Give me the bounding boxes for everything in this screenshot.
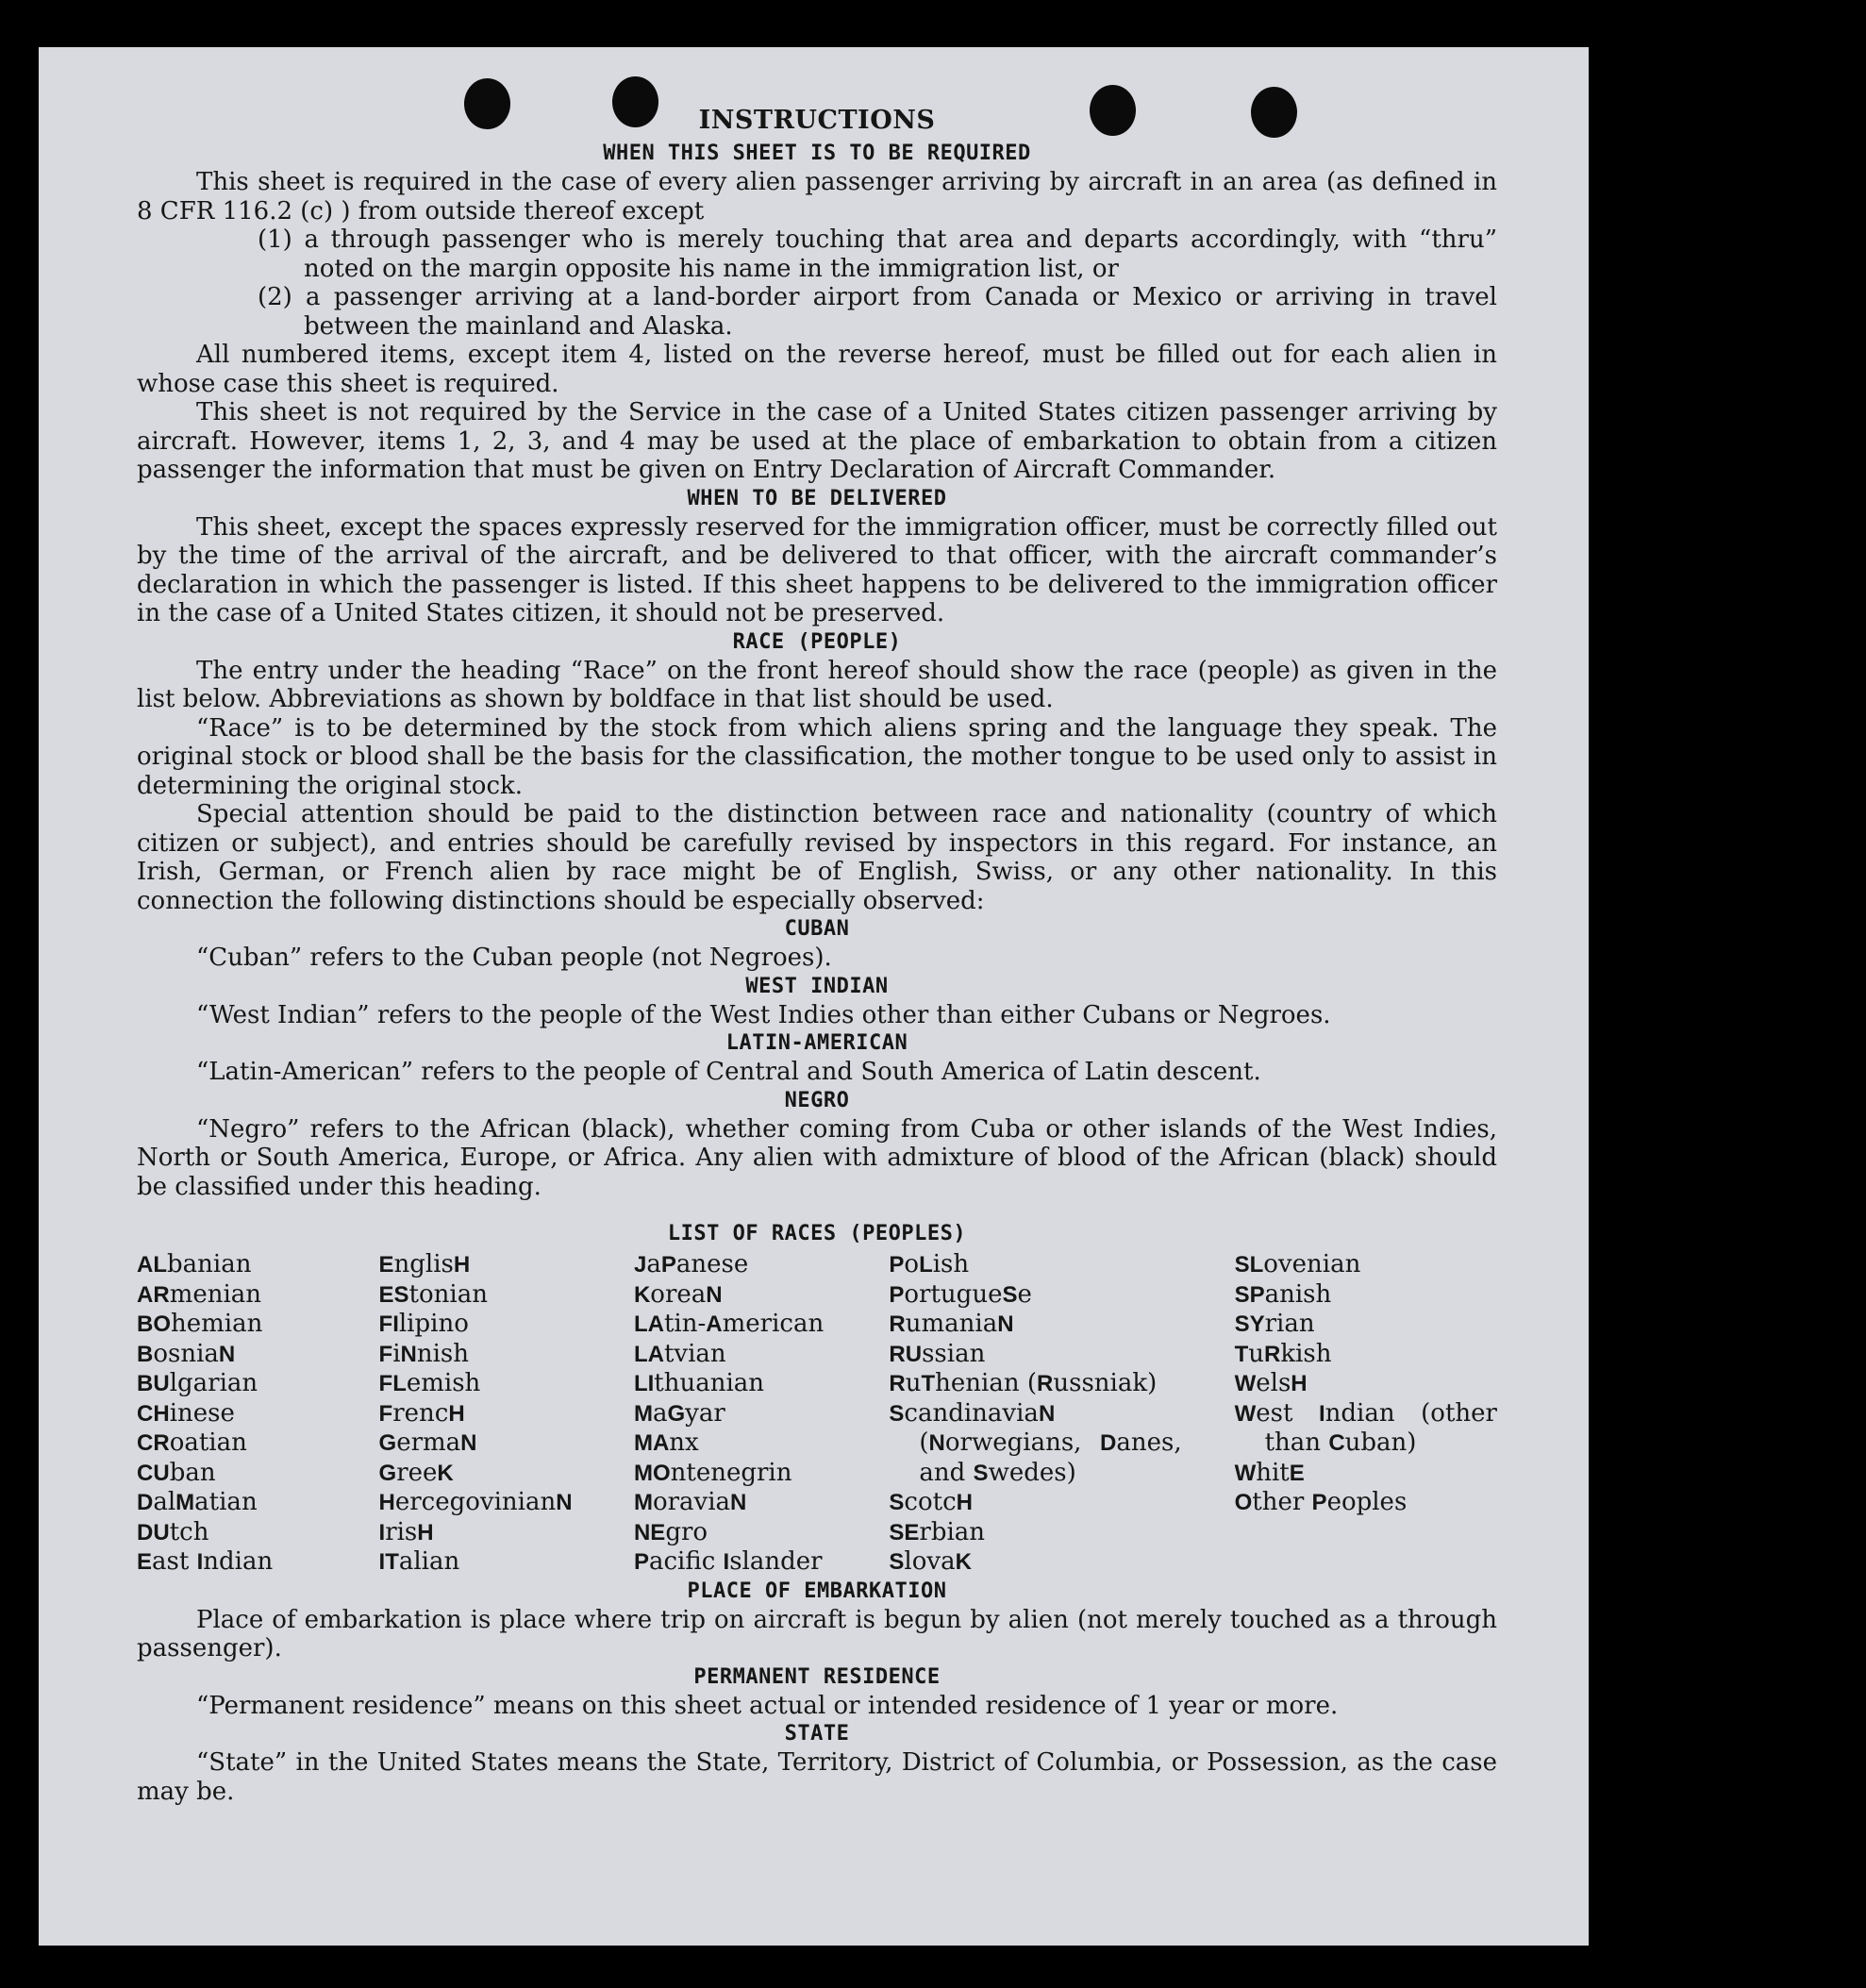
race-item: LAtvian xyxy=(633,1339,726,1368)
race-item: KoreaN xyxy=(633,1279,723,1309)
race-item: SlovaK xyxy=(889,1547,972,1576)
race-item: EStonian xyxy=(378,1279,488,1309)
race-item: WhitE xyxy=(1234,1458,1305,1487)
race-item: BosniaN xyxy=(137,1339,236,1368)
race-item: NEgro xyxy=(633,1517,708,1546)
section-heading: WEST INDIAN xyxy=(745,974,889,998)
section-heading: LATIN-AMERICAN xyxy=(725,1031,908,1055)
race-item: JaPanese xyxy=(633,1250,749,1278)
race-item: RumaniaN xyxy=(889,1310,1014,1338)
race-item: GermaN xyxy=(378,1428,477,1457)
race-item: TuRkish xyxy=(1234,1339,1332,1368)
list-item: (2) a passenger arriving at a land-border airport from Canada or Mexico or arriving in travel between the mainland and Alaska. xyxy=(258,283,1497,341)
race-item: Pacific Islander xyxy=(633,1547,823,1576)
paragraph: This sheet, except the spaces expressly reserved for the immigration officer, must be correctly filled out by the time of the arrival of the aircraft, and be delivered to that officer, with the aircraft commander’s declaration in which the passenger is listed. If this sheet happens to be delivered to the immigration officer in the case of a United States citizen, it should not be preserved. xyxy=(137,512,1497,627)
race-item: ALbanian xyxy=(137,1250,252,1278)
section-heading: PLACE OF EMBARKATION xyxy=(687,1579,947,1603)
race-item: EnglisH xyxy=(378,1250,471,1278)
paragraph: “Permanent residence” means on this sheet actual or intended residence of 1 year or more. xyxy=(196,1691,1339,1720)
race-column xyxy=(137,1250,379,1578)
race-item: IrisH xyxy=(378,1517,434,1546)
paragraph: This sheet is not required by the Service in the case of a United States citizen passenger arriving by aircraft. However, items 1, 2, 3, and 4 may be used at the place of embarkation to obtain from a citizen passenger the information that must be given on Entry Declaration of Aircraft Commander. xyxy=(137,398,1497,484)
list-item: (1) a through passenger who is merely touching that area and departs accordingly, with “thru” noted on the margin opposite his name in the immigration list, or xyxy=(258,226,1497,283)
section-heading: WHEN TO BE DELIVERED xyxy=(687,486,947,510)
section-heading: PERMANENT RESIDENCE xyxy=(693,1664,941,1689)
race-item: SErbian xyxy=(889,1517,986,1546)
race-item: MAnx xyxy=(633,1428,699,1457)
section-heading: NEGRO xyxy=(784,1088,850,1112)
race-item: SPanish xyxy=(1234,1279,1332,1309)
race-item: MoraviaN xyxy=(633,1488,747,1516)
paragraph: Place of embarkation is place where trip on aircraft is begun by alien (not merely touched as a through passenger). xyxy=(137,1605,1497,1662)
paragraph: “Negro” refers to the African (black), whether coming from Cuba or other islands of the West Indies, North or South America, Europe, or Africa. Any alien with admixture of blood of the African (black) should be classified under this heading. xyxy=(137,1114,1497,1201)
race-item: HercegovinianN xyxy=(378,1488,573,1516)
section-heading: LIST OF RACES (PEOPLES) xyxy=(667,1222,967,1245)
race-item: FrencH xyxy=(378,1398,465,1428)
race-item: SYrian xyxy=(1234,1310,1315,1338)
paragraph: The entry under the heading “Race” on the front hereof should show the race (people) as given in the list below. Abbreviations as shown by boldface in that list should be used. xyxy=(137,656,1497,713)
paragraph: “State” in the United States means the State, Territory, District of Columbia, or Possession, as the case may be. xyxy=(137,1748,1497,1806)
race-column xyxy=(889,1250,1181,1578)
section-heading: RACE (PEOPLE) xyxy=(732,629,902,654)
race-item: LAtin-American xyxy=(633,1310,825,1338)
paragraph: “Race” is to be determined by the stock from which aliens spring and the language they speak. The original stock or blood shall be the basis for the classification, the mother tongue to be used only to assist in determining the original stock. xyxy=(137,713,1497,800)
paragraph: “West Indian” refers to the people of the West Indies other than either Cubans or Negroes. xyxy=(196,1000,1331,1029)
race-item: PortugueSe xyxy=(889,1279,1032,1309)
race-item: SLovenian xyxy=(1234,1250,1361,1278)
page-title: INSTRUCTIONS xyxy=(698,106,936,135)
paragraph: Special attention should be paid to the distinction between race and nationality (country of which citizen or subject), and entries should be carefully revised by inspectors in this regard. For instance, an Irish, German, or French alien by race might be of English, Swiss, or any other nationality. In this connection the following distinctions should be especially observed: xyxy=(137,800,1497,915)
race-item: FIlipino xyxy=(378,1310,469,1338)
race-item: MaGyar xyxy=(633,1398,725,1428)
race-item: ITalian xyxy=(378,1547,460,1576)
paragraph: “Cuban” refers to the Cuban people (not Negroes). xyxy=(196,944,832,972)
race-item: Other Peoples xyxy=(1234,1488,1408,1516)
race-item: BUlgarian xyxy=(137,1369,258,1397)
race-column xyxy=(634,1250,889,1578)
race-item: ScotcH xyxy=(889,1488,973,1516)
race-item: FiNnish xyxy=(378,1339,470,1368)
section-heading: WHEN THIS SHEET IS TO BE REQUIRED xyxy=(603,142,1031,165)
race-item: ScandinaviaN (Norwegians, Danes, and Swedes) xyxy=(889,1398,1182,1487)
section-heading: STATE xyxy=(784,1722,850,1746)
race-column xyxy=(1235,1250,1497,1578)
race-item: LIthuanian xyxy=(633,1369,765,1397)
race-item: MOntenegrin xyxy=(633,1458,792,1487)
section-heading: CUBAN xyxy=(784,917,850,941)
race-list xyxy=(137,1250,1497,1578)
race-item: DUtch xyxy=(137,1517,209,1546)
race-item: WelsH xyxy=(1234,1369,1308,1397)
race-item: FLemish xyxy=(378,1369,481,1397)
race-column xyxy=(379,1250,634,1578)
race-item: RuThenian (Russniak) xyxy=(889,1369,1158,1397)
race-item: GreeK xyxy=(378,1458,454,1487)
paragraph: All numbered items, except item 4, listed on the reverse hereof, must be filled out for each alien in whose case this sheet is required. xyxy=(137,341,1497,398)
race-item: ARmenian xyxy=(137,1279,262,1309)
race-item: BOhemian xyxy=(137,1310,263,1338)
paragraph: “Latin-American” refers to the people of Central and South America of Latin descent. xyxy=(196,1058,1261,1086)
race-item: DalMatian xyxy=(137,1488,258,1516)
instructions-content xyxy=(137,106,1497,1806)
race-item: West Indian (other than Cuban) xyxy=(1234,1398,1497,1457)
race-item: CUban xyxy=(137,1458,216,1487)
race-item: CHinese xyxy=(137,1398,235,1428)
race-item: CRoatian xyxy=(137,1428,247,1457)
paragraph: This sheet is required in the case of every alien passenger arriving by aircraft in an area (as defined in 8 CFR 116.2 (c) ) from outside thereof except xyxy=(137,168,1497,226)
race-item: East Indian xyxy=(137,1547,274,1576)
race-item: RUssian xyxy=(889,1339,986,1368)
race-item: PoLish xyxy=(889,1250,970,1278)
